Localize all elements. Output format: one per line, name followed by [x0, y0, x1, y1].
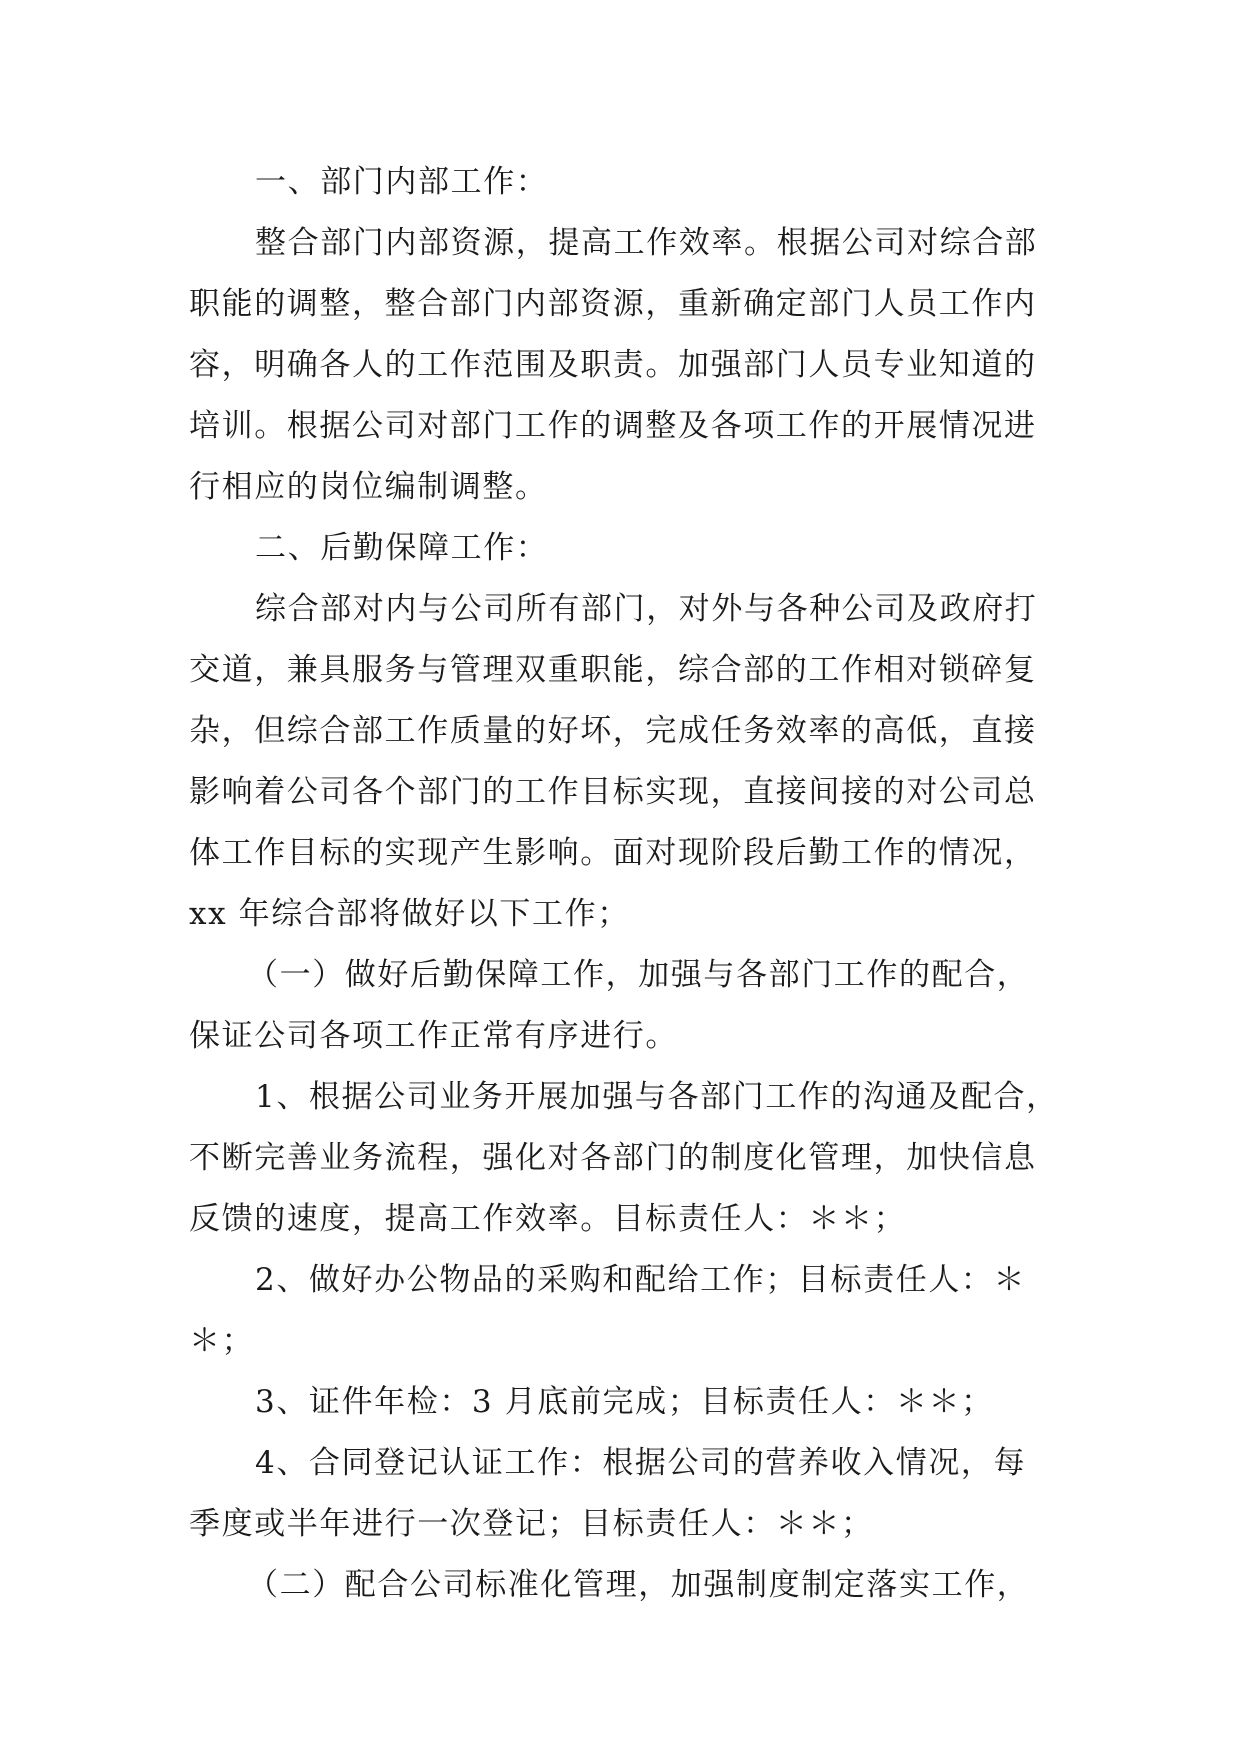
subsection-heading-one: （一）做好后勤保障工作，加强与各部门工作的配合，	[247, 957, 1030, 993]
paragraph-line: 杂，但综合部工作质量的好坏，完成任务效率的高低，直接	[189, 713, 1037, 749]
list-item-3: 3、证件年检：3 月底前完成；目标责任人：＊＊；	[255, 1384, 994, 1420]
section-heading-logistics: 二、后勤保障工作：	[255, 530, 549, 566]
paragraph-line: 整合部门内部资源，提高工作效率。根据公司对综合部	[255, 225, 1038, 261]
subsection-heading-two: （二）配合公司标准化管理，加强制度制定落实工作，	[247, 1567, 1030, 1603]
list-item-4: 4、合同登记认证工作：根据公司的营养收入情况，每	[255, 1445, 1027, 1481]
paragraph-line: 不断完善业务流程，强化对各部门的制度化管理，加快信息	[189, 1140, 1037, 1176]
paragraph-line: 反馈的速度，提高工作效率。目标责任人：＊＊；	[189, 1201, 907, 1237]
paragraph-line: 培训。根据公司对部门工作的调整及各项工作的开展情况进	[189, 408, 1037, 444]
paragraph-line: 体工作目标的实现产生影响。面对现阶段后勤工作的情况，	[189, 835, 1037, 871]
list-item-2: 2、做好办公物品的采购和配给工作；目标责任人：＊	[255, 1262, 1027, 1298]
document-body	[189, 152, 1069, 1616]
paragraph-line: xx 年综合部将做好以下工作；	[189, 896, 630, 932]
paragraph-line: 影响着公司各个部门的工作目标实现，直接间接的对公司总	[189, 774, 1037, 810]
paragraph-line: ＊；	[189, 1323, 255, 1359]
paragraph-line: 容，明确各人的工作范围及职责。加强部门人员专业知道的	[189, 347, 1037, 383]
paragraph-line: 综合部对内与公司所有部门，对外与各种公司及政府打	[255, 591, 1038, 627]
section-heading-internal-work: 一、部门内部工作：	[255, 164, 549, 200]
paragraph-line: 职能的调整，整合部门内部资源，重新确定部门人员工作内	[189, 286, 1037, 322]
paragraph-line: 交道，兼具服务与管理双重职能，综合部的工作相对锁碎复	[189, 652, 1037, 688]
paragraph-line: 季度或半年进行一次登记；目标责任人：＊＊；	[189, 1506, 874, 1542]
list-item-1: 1、根据公司业务开展加强与各部门工作的沟通及配合，	[255, 1079, 1059, 1115]
paragraph-line: 行相应的岗位编制调整。	[189, 469, 548, 505]
paragraph-line: 保证公司各项工作正常有序进行。	[189, 1018, 678, 1054]
